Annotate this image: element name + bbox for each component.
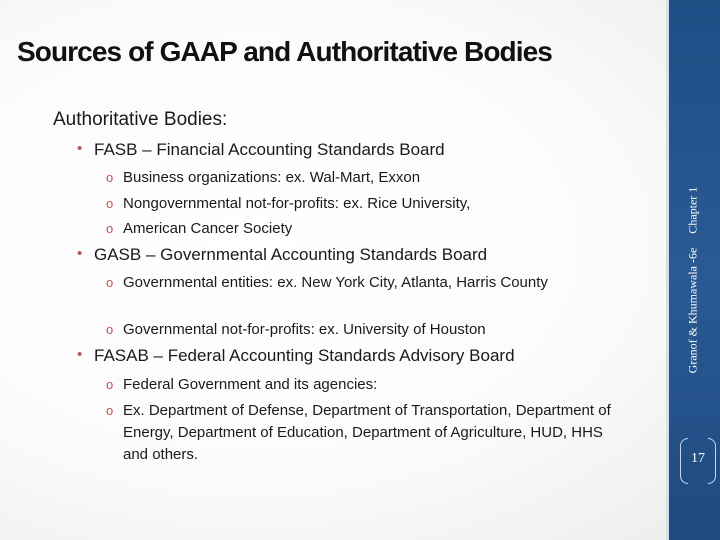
- sub-bullet-text: Federal Government and its agencies:: [123, 376, 378, 393]
- sub-bullet-text: Governmental entities: ex. New York City, Atlanta, Harris County: [123, 274, 548, 291]
- sub-bullet-text: Nongovernmental not-for-profits: ex. Rice University,: [123, 195, 471, 212]
- circle-bullet-icon: o: [106, 196, 114, 211]
- page-number: 17: [691, 451, 705, 466]
- bullet-label: FASB – Financial Accounting Standards Board: [94, 140, 445, 159]
- circle-bullet-icon: o: [106, 170, 114, 185]
- sub-bullet-text: Ex. Department of Defense, Department of Transportation, Department of Energy, Department of Education, Department of Agriculture, HUD, HHS and others.: [123, 402, 611, 463]
- authors-edition: Granof & Khumawala -6e: [685, 247, 700, 374]
- chapter-label: Chapter 1: [685, 186, 700, 234]
- circle-bullet-icon: o: [106, 403, 114, 418]
- circle-bullet-icon: o: [106, 275, 114, 290]
- bullet-dot-icon: •: [77, 140, 83, 157]
- intro-heading: Authoritative Bodies:: [53, 109, 228, 130]
- bullet-label: GASB – Governmental Accounting Standards Board: [94, 245, 488, 264]
- circle-bullet-icon: o: [106, 377, 114, 392]
- page-number-badge: [680, 436, 716, 486]
- bullet-dot-icon: •: [77, 245, 83, 262]
- circle-bullet-icon: o: [106, 322, 114, 337]
- sub-bullet-text: Business organizations: ex. Wal-Mart, Exxon: [123, 169, 421, 186]
- bullet-dot-icon: •: [77, 346, 83, 363]
- slide-title: Sources of GAAP and Authoritative Bodies: [17, 36, 552, 67]
- sub-bullet-text: Governmental not-for-profits: ex. University of Houston: [123, 321, 486, 338]
- footer-vertical-text: [686, 187, 701, 374]
- sidebar-edge: [666, 0, 669, 540]
- sub-bullet-text: American Cancer Society: [123, 220, 293, 237]
- circle-bullet-icon: o: [106, 221, 114, 236]
- bullet-label: FASAB – Federal Accounting Standards Advisory Board: [94, 346, 515, 365]
